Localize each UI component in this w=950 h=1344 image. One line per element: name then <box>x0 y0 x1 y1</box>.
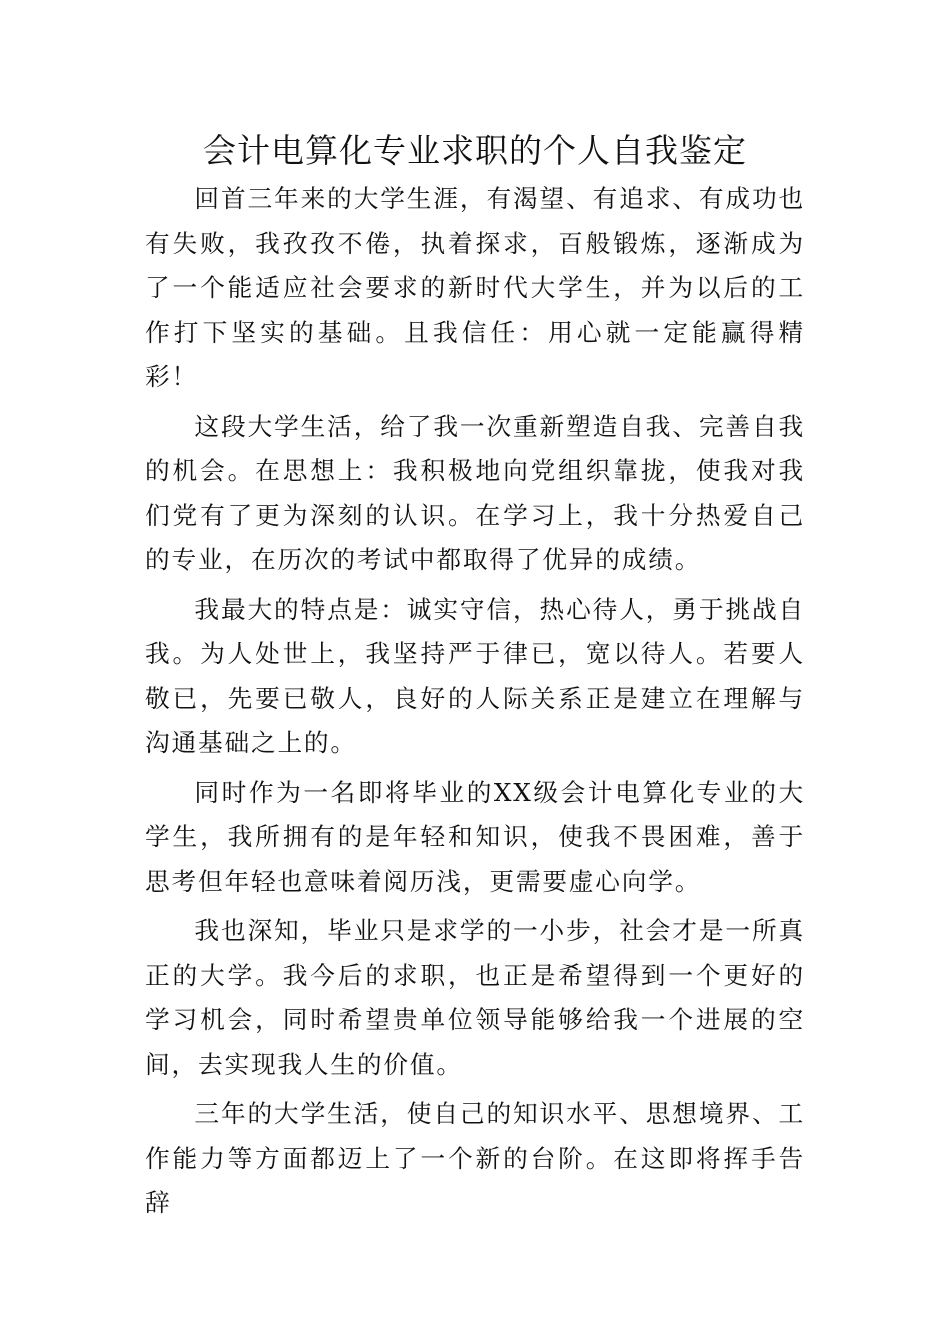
paragraph-4: 同时作为一名即将毕业的XX级会计电算化专业的大学生，我所拥有的是年轻和知识，使我不畏困难，善于思考但年轻也意味着阅历浅，更需要虚心向学。 <box>145 777 805 896</box>
paragraph-1: 回首三年来的大学生涯，有渴望、有追求、有成功也有失败，我孜孜不倦，执着探求，百般锻炼，逐渐成为了一个能适应社会要求的新时代大学生，并为以后的工作打下坚实的基础。且我信任：用心就一定能赢得精彩！ <box>145 184 805 391</box>
paragraph-6: 三年的大学生活，使自己的知识水平、思想境界、工作能力等方面都迈上了一个新的台阶。在这即将挥手告辞 <box>145 1099 805 1217</box>
paragraph-2: 这段大学生活，给了我一次重新塑造自我、完善自我的机会。在思想上：我积极地向党组织靠拢，使我对我们党有了更为深刻的认识。在学习上，我十分热爱自己的专业，在历次的考试中都取得了优异的成绩。 <box>145 411 805 574</box>
paragraph-5: 我也深知，毕业只是求学的一小步，社会才是一所真正的大学。我今后的求职，也正是希望得到一个更好的学习机会，同时希望贵单位领导能够给我一个进展的空间，去实现我人生的价值。 <box>145 916 805 1079</box>
document-title: 会计电算化专业求职的个人自我鉴定 <box>203 131 747 170</box>
paragraph-3: 我最大的特点是：诚实守信，热心待人，勇于挑战自我。为人处世上，我坚持严于律已，宽以待人。若要人敬已，先要已敬人，良好的人际关系正是建立在理解与沟通基础之上的。 <box>145 594 805 757</box>
document-body <box>145 177 805 1231</box>
